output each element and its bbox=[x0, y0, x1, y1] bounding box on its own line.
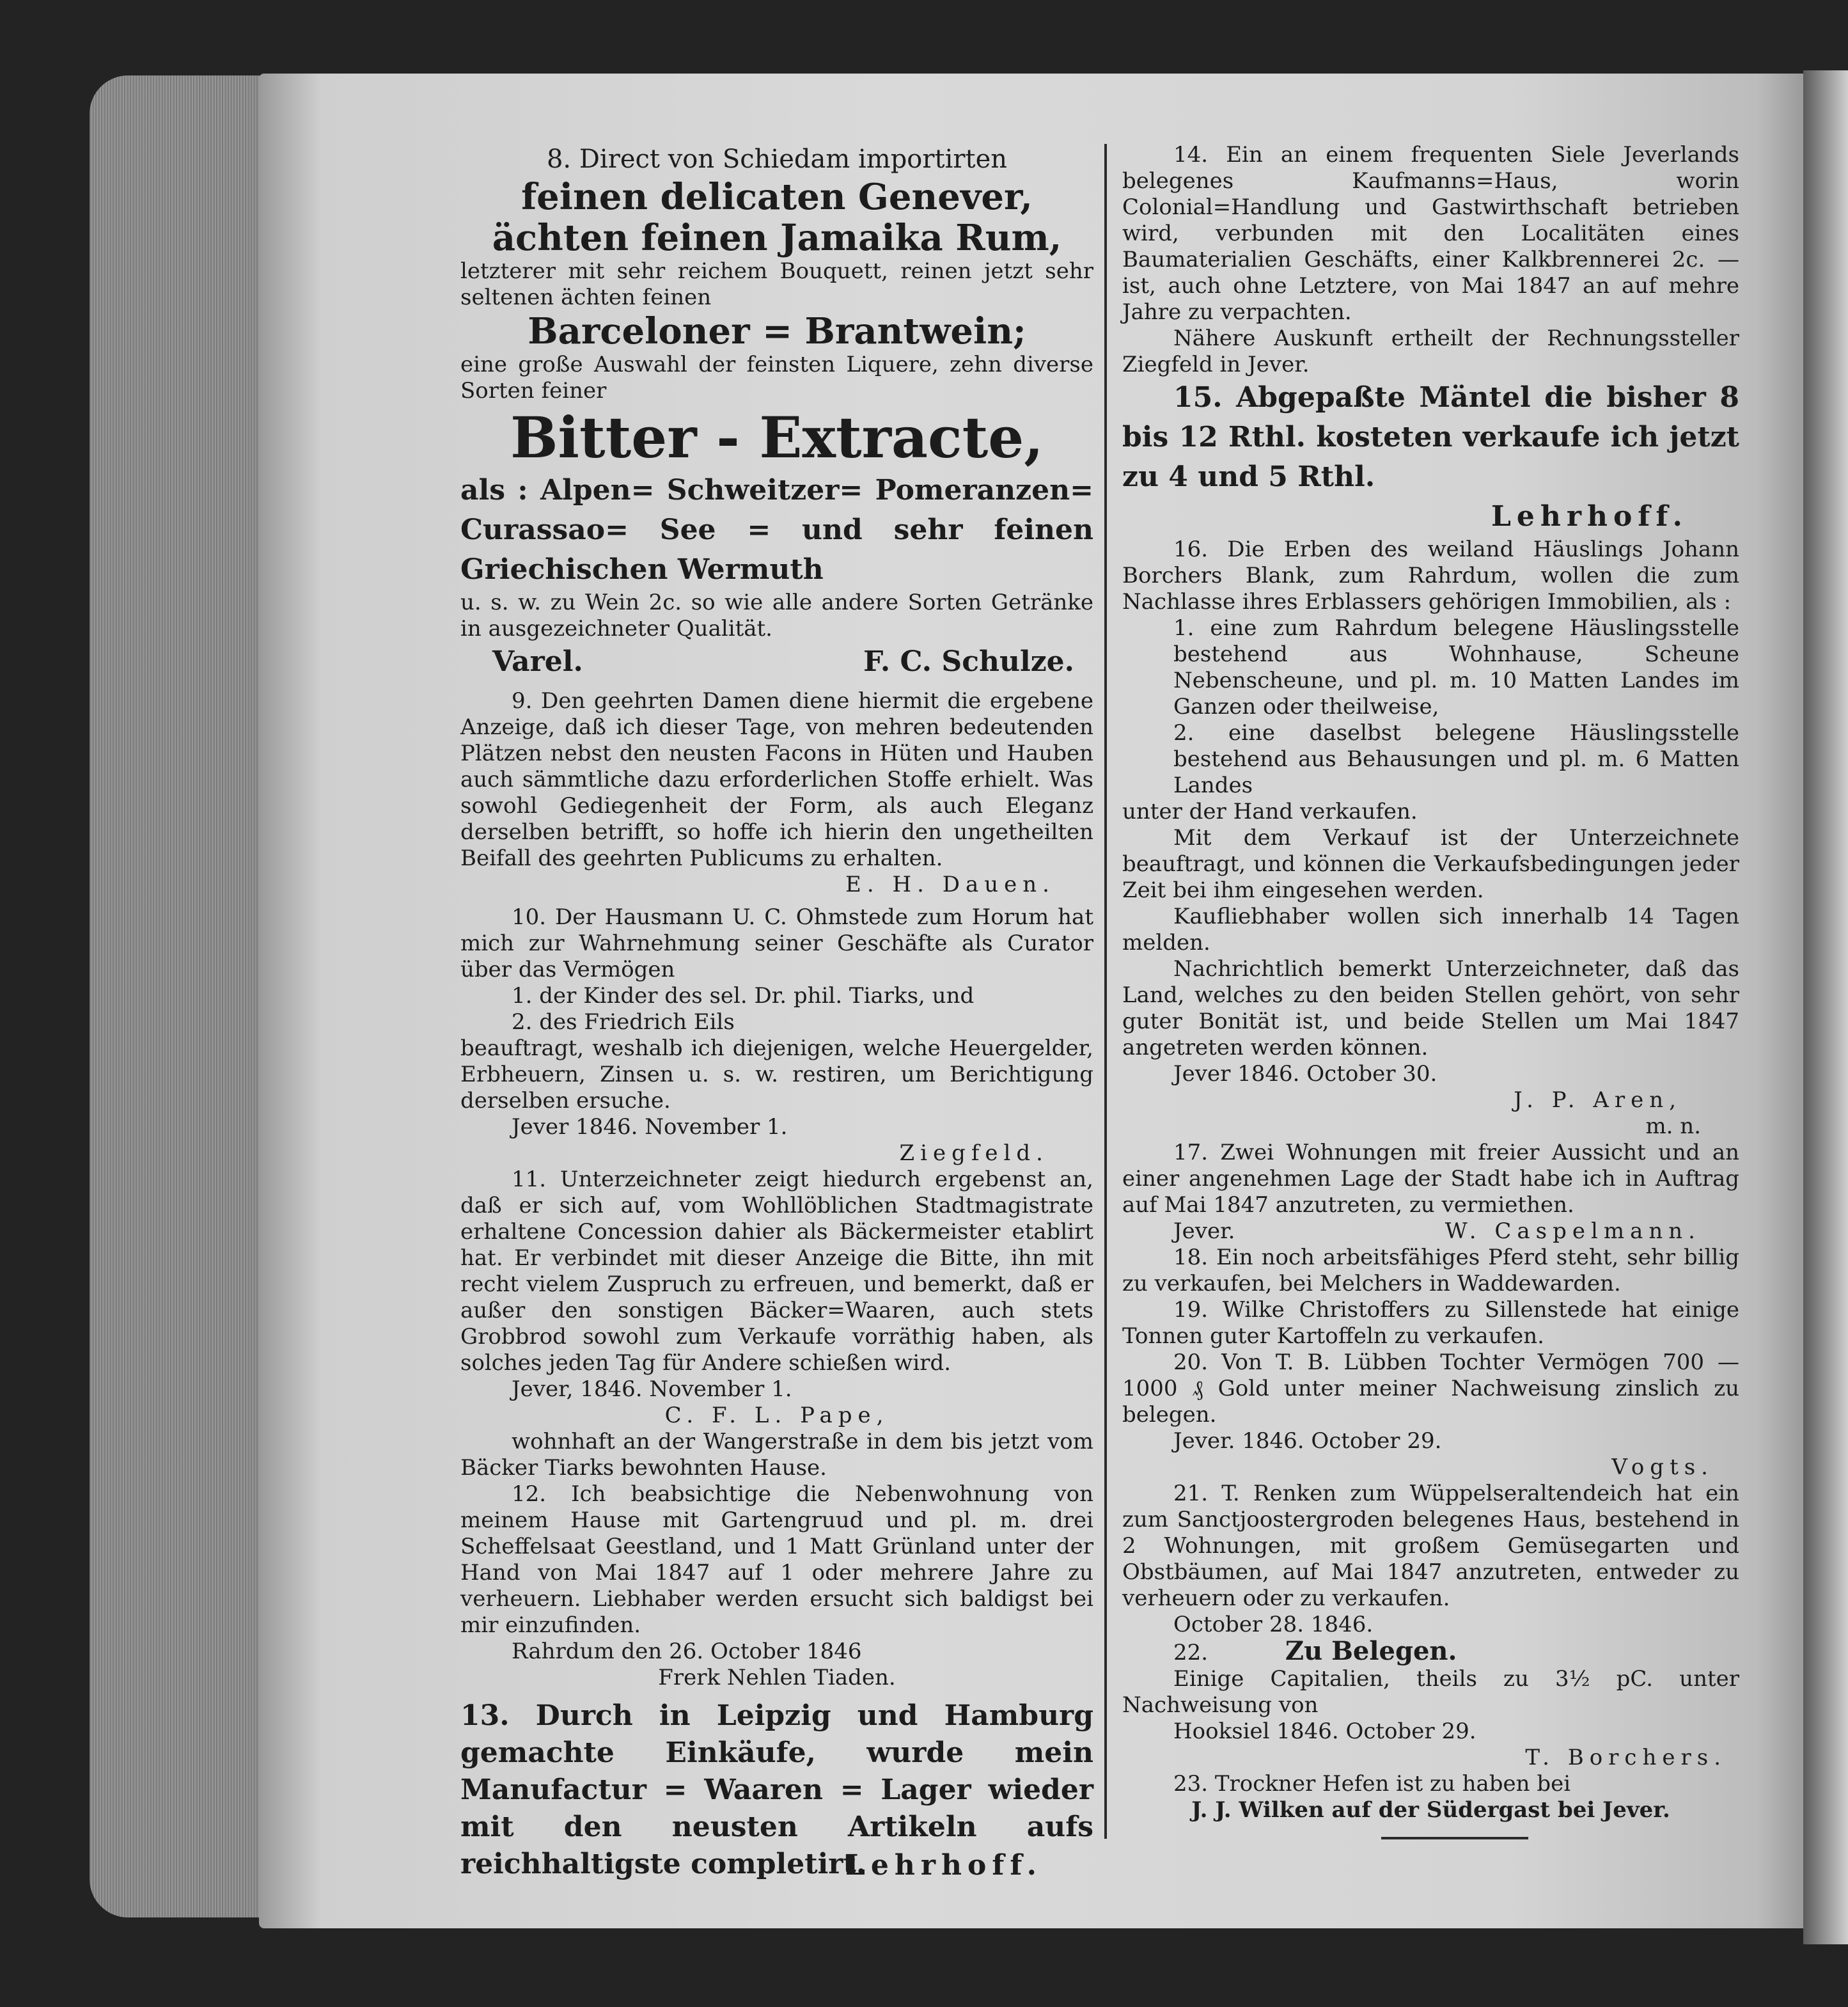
ad-11-signature: C. F. L. Pape, bbox=[664, 1403, 889, 1428]
ad-13-text: 13. Durch in Leipzig und Hamburg gemachte Einkäufe, wurde mein Manufactur = Waaren = Lager wieder mit den neusten Artikeln aufs reichhaltigste completirt. bbox=[460, 1699, 1093, 1880]
ad-8-genever: feinen delicaten Genever, ächten feinen Jamaika Rum, bbox=[492, 176, 1062, 259]
ad-14-text: 14. Ein an einem frequenten Siele Jeverlands belegenes Kaufmanns=Haus, worin Colonial=Handlung und Gastwirthschaft betrieben wird, verbunden mit den Localitäten eines Baumaterialien Geschäfts, einer Kalkbrennerei 2c. — ist, auch ohne Letztere, von Mai 1847 an auf mehre Jahre zu verpachten. bbox=[1122, 142, 1739, 325]
ad-20-date: Jever. 1846. October 29. bbox=[1173, 1428, 1442, 1454]
ad-12-date: Rahrdum den 26. October 1846 bbox=[512, 1639, 862, 1664]
column-divider bbox=[1104, 144, 1107, 1839]
ad-18-text: 18. Ein noch arbeitsfähiges Pferd steht, sehr billig zu verkaufen, bei Melchers in Waddewarden. bbox=[1122, 1245, 1739, 1296]
ad-22-number: 22. bbox=[1173, 1640, 1209, 1665]
ad-8-text: letzterer mit sehr reichem Bouquett, reinen jetzt sehr seltenen ächten feinen bbox=[460, 258, 1093, 310]
ad-10-date: Jever 1846. November 1. bbox=[512, 1114, 788, 1140]
ad-10-signature: Ziegfeld. bbox=[899, 1140, 1049, 1166]
ad-16-signature-2: m. n. bbox=[1645, 1114, 1701, 1139]
end-rule bbox=[1381, 1837, 1528, 1839]
ad-16-text: 16. Die Erben des weiland Häuslings Johann Borchers Blank, zum Rahrdum, wollen die zum Nachlasse ihres Erblassers gehörigen Immobilien, als : bbox=[1122, 537, 1739, 615]
ad-11-address: wohnhaft an der Wangerstraße in dem bis jetzt vom Bäcker Tiarks bewohnten Hause. bbox=[460, 1429, 1093, 1481]
right-column bbox=[1122, 142, 1739, 1823]
ad-22-text: Einige Capitalien, theils zu 3½ pC. unter Nachweisung von bbox=[1122, 1666, 1739, 1718]
ad-10-item-1: 1. der Kinder des sel. Dr. phil. Tiarks, und bbox=[512, 983, 975, 1009]
ad-22-date: Hooksiel 1846. October 29. bbox=[1173, 1719, 1476, 1744]
ad-8-bitter-extracte: Bitter - Extracte, bbox=[510, 404, 1044, 471]
ad-16-item-2: 2. eine daselbst belegene Häuslingsstelle bestehend aus Behausungen und pl. m. 6 Matten Landes bbox=[1173, 720, 1739, 798]
ad-8-signature bbox=[460, 642, 1093, 682]
ad-10-text: 10. Der Hausmann U. C. Ohmstede zum Horum hat mich zur Wahrnehmung seiner Geschäfte als Curator über das Vermögen bbox=[460, 904, 1093, 982]
ad-20-signature: Vogts. bbox=[1611, 1454, 1714, 1480]
ad-22-heading bbox=[1122, 1638, 1739, 1666]
ad-17-text: 17. Zwei Wohnungen mit freier Aussicht und an einer angenehmen Lage der Stadt habe ich in Auftrag auf Mai 1847 anzutreten, zu vermiethen. bbox=[1122, 1140, 1739, 1218]
ad-11-date: Jever, 1846. November 1. bbox=[512, 1376, 792, 1402]
ad-8-barceloner: Barceloner = Brantwein; bbox=[528, 310, 1026, 352]
ad-9-signature: E. H. Dauen. bbox=[845, 872, 1055, 897]
ad-8-als: als : Alpen= Schweitzer= Pomeranzen= Curassao= See = und sehr feinen Griechischen Wermuth bbox=[460, 474, 1093, 586]
facing-page-edge bbox=[1803, 70, 1848, 1944]
ad-17-name: W. Caspelmann. bbox=[1445, 1218, 1701, 1244]
ad-16-text-3: Mit dem Verkauf ist der Unterzeichnete beauftragt, und können die Verkaufsbedingungen jeder Zeit bei ihm eingesehen werden. bbox=[1122, 825, 1739, 903]
ad-8-intro: 8. Direct von Schiedam importirten bbox=[546, 145, 1008, 174]
ad-13-signature: Lehrhoff. bbox=[845, 1849, 1042, 1882]
ad-15-signature: Lehrhoff. bbox=[1491, 500, 1688, 533]
ad-8-name: F. C. Schulze. bbox=[863, 645, 1074, 678]
ad-22-title: Zu Belegen. bbox=[1285, 1636, 1457, 1666]
book-page-edges bbox=[90, 75, 281, 1917]
ad-8-liquere: eine große Auswahl der feinsten Liquere, zehn diverse Sorten feiner bbox=[460, 352, 1093, 404]
ad-16-text-5: Nachrichtlich bemerkt Unterzeichneter, daß das Land, welches zu den beiden Stellen gehört, von sehr guter Bonität ist, und beide Stellen um Mai 1847 angetreten werden können. bbox=[1122, 956, 1739, 1060]
ad-17-signature bbox=[1122, 1218, 1739, 1245]
ad-10-item-2: 2. des Friedrich Eils bbox=[512, 1009, 735, 1035]
ad-16-item-1: 1. eine zum Rahrdum belegene Häuslingsstelle bestehend aus Wohnhause, Scheune Nebenscheune, und pl. m. 10 Matten Landes im Ganzen oder theilweise, bbox=[1173, 615, 1739, 720]
ad-14-contact: Nähere Auskunft ertheilt der Rechnungssteller Ziegfeld in Jever. bbox=[1122, 326, 1739, 377]
ad-8-getraenke: u. s. w. zu Wein 2c. so wie alle andere Sorten Getränke in ausgezeichneter Qualität. bbox=[460, 590, 1093, 641]
ad-10-text-2: beauftragt, weshalb ich diejenigen, welche Heuergelder, Erbheuern, Zinsen u. s. w. restiren, um Berichtigung derselben ersuche. bbox=[460, 1035, 1093, 1114]
ad-23-signature: J. J. Wilken auf der Südergast bei Jever. bbox=[1191, 1797, 1670, 1823]
ad-11-text: 11. Unterzeichneter zeigt hiedurch ergebenst an, daß er sich auf, vom Wohllöblichen Stadtmagistrate erhaltene Concession dahier als Bäckermeister etablirt hat. Er verbindet mit dieser Anzeige die Bitte, ihn mit recht vielem Zuspruch zu erfreuen, und bemerkt, daß er außer den sonstigen Bäcker=Waaren, auch stets Grobbrod sowohl zum Verkaufe vorräthig haben, als solches jeden Tag für Andere schießen wird. bbox=[460, 1167, 1093, 1376]
ad-12-text: 12. Ich beabsichtige die Nebenwohnung von meinem Hause mit Gartengruud und pl. m. drei Scheffelsaat Geestland, und 1 Matt Grünland unter der Hand von Mai 1847 auf 1 oder mehrere Jahre zu verheuern. Liebhaber werden ersucht sich baldigst bei mir einzufinden. bbox=[460, 1481, 1093, 1638]
ad-8-place: Varel. bbox=[492, 645, 583, 678]
ad-12-signature: Frerk Nehlen Tiaden. bbox=[658, 1665, 896, 1690]
ad-23-text: 23. Trockner Hefen ist zu haben bei bbox=[1173, 1771, 1571, 1797]
ad-16-text-2: unter der Hand verkaufen. bbox=[1122, 799, 1418, 824]
ad-16-text-4: Kaufliebhaber wollen sich innerhalb 14 Tagen melden. bbox=[1122, 904, 1739, 956]
left-column bbox=[460, 142, 1093, 1885]
ad-19-text: 19. Wilke Christoffers zu Sillenstede hat einige Tonnen guter Kartoffeln zu verkaufen. bbox=[1122, 1297, 1739, 1349]
ad-21-date: October 28. 1846. bbox=[1173, 1612, 1374, 1637]
ad-16-signature: J. P. Aren, bbox=[1514, 1087, 1682, 1113]
ad-9-text: 9. Den geehrten Damen diene hiermit die ergebene Anzeige, daß ich dieser Tage, von mehren bedeutenden Plätzen nebst den neusten Facons in Hüten und Hauben auch sämmtliche dazu erforderlichen Stoffe erhielt. Was sowohl Gediegenheit der Form, als auch Eleganz derselben betrifft, so hoffe ich hierin den ungetheilten Beifall des geehrten Publicums zu erhalten. bbox=[460, 688, 1093, 871]
ad-21-text: 21. T. Renken zum Wüppelseraltendeich hat ein zum Sanctjoostergroden belegenes Haus, bestehend in 2 Wohnungen, mit großem Gemüsegarten und Obstbäumen, auf Mai 1847 anzutreten, entweder zu verheuern oder zu verkaufen. bbox=[1122, 1481, 1739, 1611]
ad-15-text: 15. Abgepaßte Mäntel die bisher 8 bis 12 Rthl. kosteten verkaufe ich jetzt zu 4 und 5 Rthl. bbox=[1122, 381, 1739, 493]
ad-16-date: Jever 1846. October 30. bbox=[1173, 1061, 1437, 1087]
ad-17-place: Jever. bbox=[1173, 1218, 1235, 1244]
ad-22-signature: T. Borchers. bbox=[1525, 1745, 1727, 1770]
ad-20-text: 20. Von T. B. Lübben Tochter Vermögen 700 — 1000 ₰ Gold unter meiner Nachweisung zinslich zu belegen. bbox=[1122, 1350, 1739, 1428]
